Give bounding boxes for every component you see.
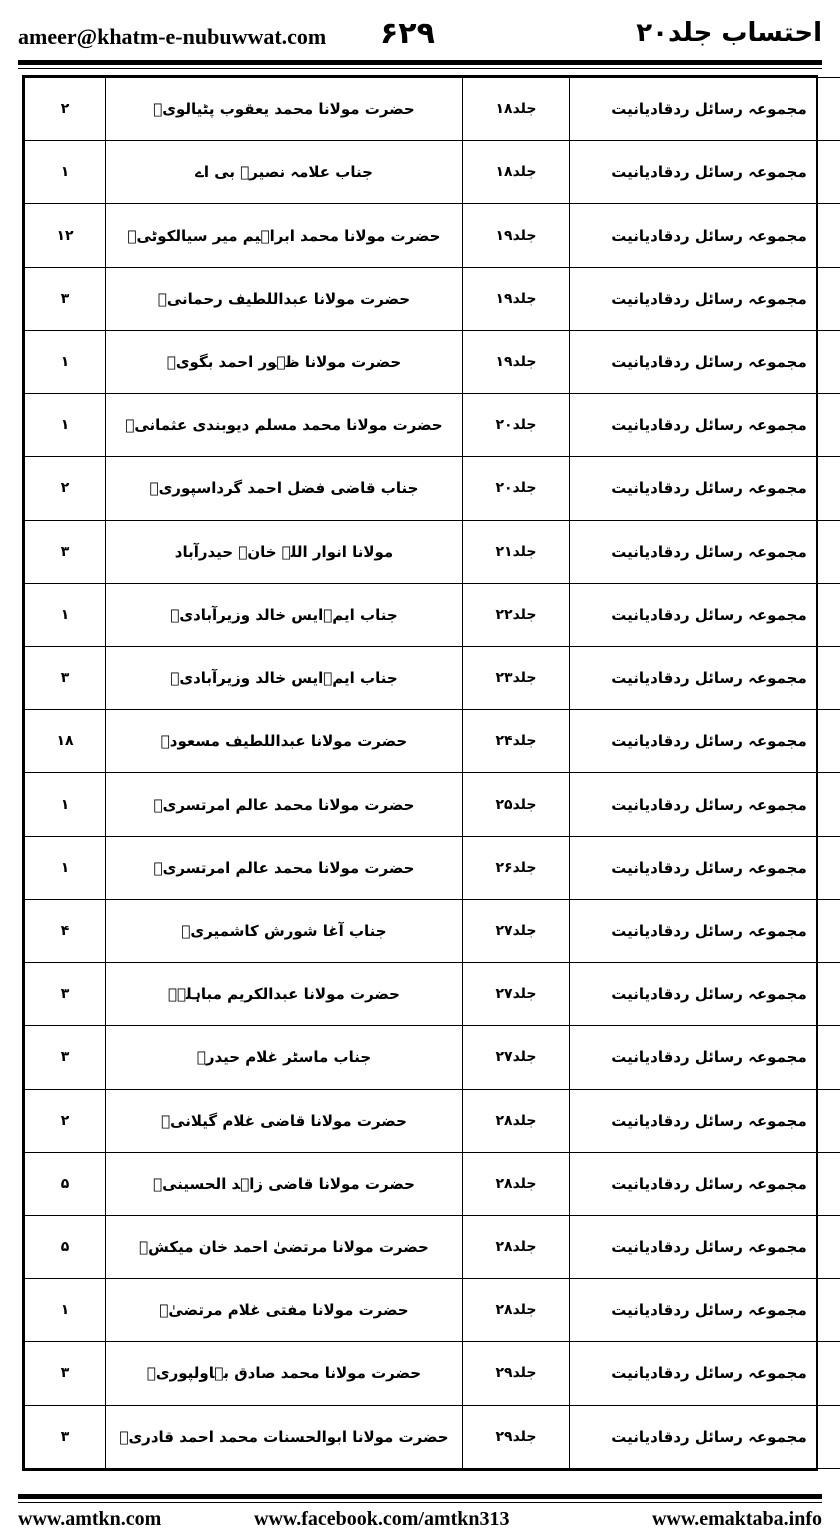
row-author: حضرت مولانا محمد یعقوب پٹیالویؒ (106, 78, 463, 141)
table-row (25, 141, 840, 204)
row-count: ۴ (25, 899, 106, 962)
page-footer (18, 1508, 822, 1536)
row-count: ۱ (25, 1279, 106, 1342)
table-row (25, 773, 840, 836)
row-count: ۱ (25, 583, 106, 646)
row-series: مجموعہ رسائل ردقادیانیت (570, 394, 840, 457)
row-author: حضرت مولانا مرتضیٰ احمد خان میکشؒ (106, 1215, 463, 1278)
row-count: ۳ (25, 646, 106, 709)
table-row (25, 78, 840, 141)
row-author: حضرت مولانا محمد عالم امرتسریؒ (106, 836, 463, 899)
row-author: جناب ایم۔ایس خالد وزیرآبادیؒ (106, 583, 463, 646)
row-author: حضرت مولانا قاضی زاہد الحسینیؒ (106, 1152, 463, 1215)
table-row (25, 583, 840, 646)
page-number: ۶۲۹ (380, 16, 435, 51)
row-series: مجموعہ رسائل ردقادیانیت (570, 520, 840, 583)
row-volume: جلد۱۹ (463, 204, 570, 267)
row-author: حضرت مولانا عبداللطیف مسعودؒ (106, 710, 463, 773)
row-volume: جلد۲۴ (463, 710, 570, 773)
table-row (25, 899, 840, 962)
row-volume: جلد۱۹ (463, 330, 570, 393)
footer-rule-thick (18, 1494, 822, 1499)
row-count: ۱۸ (25, 710, 106, 773)
row-volume: جلد۲۹ (463, 1405, 570, 1468)
row-volume: جلد۱۸ (463, 78, 570, 141)
row-author: حضرت مولانا ظہور احمد بگویؒ (106, 330, 463, 393)
row-series: مجموعہ رسائل ردقادیانیت (570, 646, 840, 709)
row-count: ۵ (25, 1152, 106, 1215)
row-volume: جلد۲۰ (463, 394, 570, 457)
row-series: مجموعہ رسائل ردقادیانیت (570, 1405, 840, 1468)
row-volume: جلد۲۰ (463, 457, 570, 520)
row-series: مجموعہ رسائل ردقادیانیت (570, 78, 840, 141)
row-count: ۳ (25, 1405, 106, 1468)
footer-site-link[interactable]: www.amtkn.com (18, 1508, 162, 1530)
row-count: ۳ (25, 1026, 106, 1089)
table-row (25, 1405, 840, 1468)
row-volume: جلد۲۸ (463, 1152, 570, 1215)
row-volume: جلد۱۸ (463, 141, 570, 204)
page-header (18, 0, 822, 58)
row-series: مجموعہ رسائل ردقادیانیت (570, 267, 840, 330)
row-author: حضرت مولانا ابوالحسنات محمد احمد قادریؒ (106, 1405, 463, 1468)
row-volume: جلد۲۷ (463, 899, 570, 962)
footer-facebook-link[interactable]: www.facebook.com/amtkn313 (254, 1508, 510, 1530)
table-row (25, 710, 840, 773)
row-volume: جلد۲۸ (463, 1279, 570, 1342)
row-count: ۳ (25, 520, 106, 583)
row-series: مجموعہ رسائل ردقادیانیت (570, 963, 840, 1026)
row-series: مجموعہ رسائل ردقادیانیت (570, 836, 840, 899)
row-series: مجموعہ رسائل ردقادیانیت (570, 1152, 840, 1215)
row-series: مجموعہ رسائل ردقادیانیت (570, 1089, 840, 1152)
row-author: حضرت مولانا محمد ابراہیم میر سیالکوٹیؒ (106, 204, 463, 267)
row-volume: جلد۲۸ (463, 1215, 570, 1278)
table-row (25, 1215, 840, 1278)
row-series: مجموعہ رسائل ردقادیانیت (570, 141, 840, 204)
row-volume: جلد۲۶ (463, 836, 570, 899)
table-row (25, 457, 840, 520)
row-author: جناب قاضی فضل احمد گرداسپوریؒ (106, 457, 463, 520)
row-volume: جلد۲۱ (463, 520, 570, 583)
row-series: مجموعہ رسائل ردقادیانیت (570, 330, 840, 393)
header-email: ameer@khatm-e-nubuwwat.com (18, 24, 327, 49)
table-row (25, 520, 840, 583)
table-row (25, 330, 840, 393)
row-volume: جلد۲۳ (463, 646, 570, 709)
row-author: جناب علامہ نصیرؒ بی اے (106, 141, 463, 204)
header-rule-thin (18, 68, 822, 69)
table-row (25, 204, 840, 267)
row-author: جناب ایم۔ایس خالد وزیرآبادیؒ (106, 646, 463, 709)
index-table-body (25, 78, 840, 1469)
row-author: جناب ماسٹر غلام حیدرؒ (106, 1026, 463, 1089)
row-series: مجموعہ رسائل ردقادیانیت (570, 1342, 840, 1405)
table-row (25, 1152, 840, 1215)
index-table (24, 77, 840, 1469)
index-table-frame (22, 75, 818, 1471)
row-series: مجموعہ رسائل ردقادیانیت (570, 1215, 840, 1278)
footer-library-link[interactable]: www.emaktaba.info (651, 1508, 822, 1530)
row-author: حضرت مولانا قاضی غلام گیلانیؒ (106, 1089, 463, 1152)
table-row (25, 836, 840, 899)
row-count: ۳ (25, 963, 106, 1026)
row-volume: جلد۲۷ (463, 963, 570, 1026)
row-series: مجموعہ رسائل ردقادیانیت (570, 773, 840, 836)
table-row (25, 646, 840, 709)
row-count: ۳ (25, 1342, 106, 1405)
row-series: مجموعہ رسائل ردقادیانیت (570, 583, 840, 646)
table-row (25, 1089, 840, 1152)
row-author: جناب آغا شورش کاشمیریؒ (106, 899, 463, 962)
row-count: ۱۲ (25, 204, 106, 267)
row-volume: جلد۱۹ (463, 267, 570, 330)
row-series: مجموعہ رسائل ردقادیانیت (570, 1279, 840, 1342)
row-count: ۲ (25, 1089, 106, 1152)
row-volume: جلد۲۵ (463, 773, 570, 836)
row-count: ۱ (25, 773, 106, 836)
row-count: ۵ (25, 1215, 106, 1278)
row-author: حضرت مولانا عبداللطیف رحمانیؒ (106, 267, 463, 330)
row-author: حضرت مولانا محمد صادق بہاولپوریؒ (106, 1342, 463, 1405)
table-row (25, 963, 840, 1026)
row-count: ۱ (25, 330, 106, 393)
row-volume: جلد۲۸ (463, 1089, 570, 1152)
table-row (25, 267, 840, 330)
header-rule-thick (18, 60, 822, 65)
row-count: ۱ (25, 141, 106, 204)
row-series: مجموعہ رسائل ردقادیانیت (570, 457, 840, 520)
row-author: مولانا انوار اللہ خانؒ حیدرآباد (106, 520, 463, 583)
row-series: مجموعہ رسائل ردقادیانیت (570, 1026, 840, 1089)
row-series: مجموعہ رسائل ردقادیانیت (570, 204, 840, 267)
row-author: حضرت مولانا عبدالکریم مباہلہؒ (106, 963, 463, 1026)
row-count: ۲ (25, 78, 106, 141)
table-row (25, 1279, 840, 1342)
table-row (25, 1026, 840, 1089)
row-volume: جلد۲۹ (463, 1342, 570, 1405)
row-volume: جلد۲۲ (463, 583, 570, 646)
row-author: حضرت مولانا مفتی غلام مرتضیٰؒ (106, 1279, 463, 1342)
book-title: احتساب جلد۲۰ (636, 18, 822, 48)
row-series: مجموعہ رسائل ردقادیانیت (570, 899, 840, 962)
row-author: حضرت مولانا محمد مسلم دیوبندی عثمانیؒ (106, 394, 463, 457)
row-count: ۲ (25, 457, 106, 520)
table-row (25, 394, 840, 457)
row-count: ۱ (25, 394, 106, 457)
row-count: ۱ (25, 836, 106, 899)
footer-rule-thin (18, 1502, 822, 1503)
row-series: مجموعہ رسائل ردقادیانیت (570, 710, 840, 773)
row-count: ۳ (25, 267, 106, 330)
row-volume: جلد۲۷ (463, 1026, 570, 1089)
table-row (25, 1342, 840, 1405)
row-author: حضرت مولانا محمد عالم امرتسریؒ (106, 773, 463, 836)
